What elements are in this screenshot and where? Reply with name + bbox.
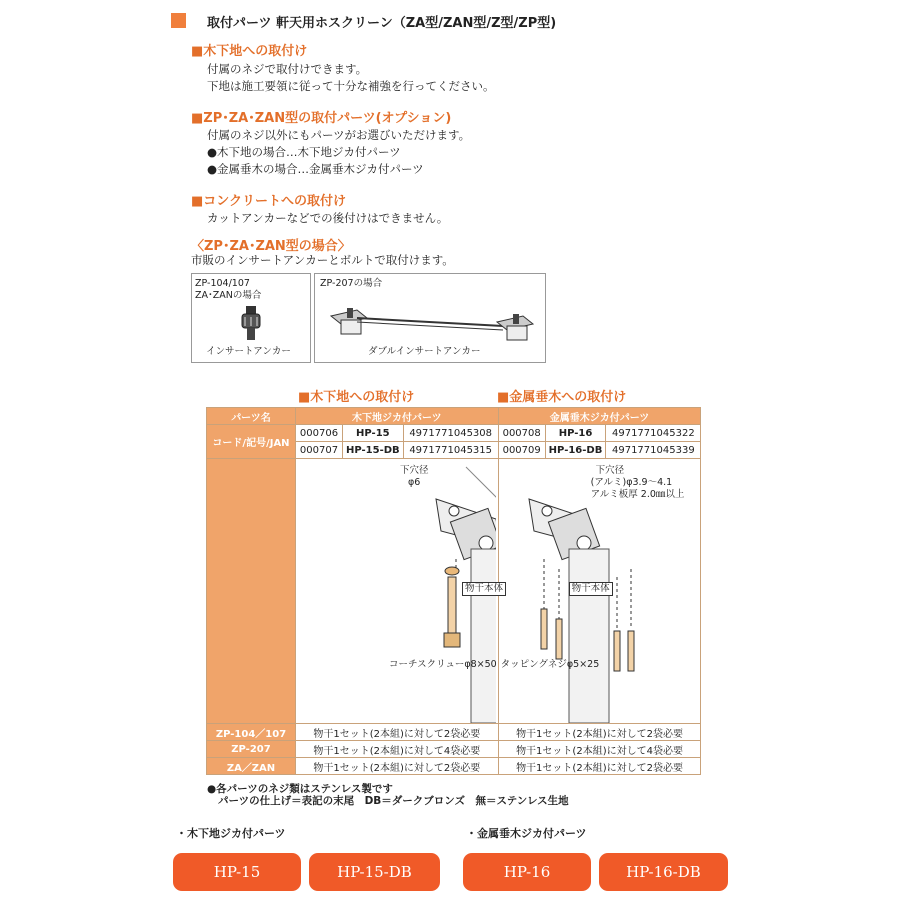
wood-text-1: 付属のネジで取付けできます。 (207, 62, 368, 76)
hp-15-button[interactable]: HP-15 (173, 853, 301, 891)
concrete-heading: ■コンクリートへの取付け (191, 194, 347, 209)
hp-15-db-button[interactable]: HP-15-DB (309, 853, 440, 891)
insert-anchor-model: ZP-104/107 (195, 278, 250, 289)
double-insert-anchor-icon (327, 296, 537, 346)
symbol-cell: HP-16-DB (545, 442, 606, 459)
table-row (207, 724, 701, 741)
wood-requirement: 物干1セット(2本組)に対して4袋必要 (296, 741, 499, 758)
model-name: ZP-207 (207, 741, 296, 758)
jan-cell: 4971771045315 (403, 442, 498, 459)
metal-hole-spec2: アルミ板厚 2.0㎜以上 (590, 489, 685, 500)
hp-16-button[interactable]: HP-16 (463, 853, 591, 891)
jan-cell: 4971771045339 (606, 442, 701, 459)
option-text-2: ●木下地の場合…木下地ジカ付パーツ (207, 145, 401, 159)
code-cell: 000706 (296, 425, 343, 442)
wood-screw-label: コーチスクリューφ8×50 (389, 659, 497, 670)
code-cell: 000707 (296, 442, 343, 459)
concrete-text: カットアンカーなどでの後付けはできません。 (207, 211, 449, 225)
symbol-cell: HP-16 (545, 425, 606, 442)
metal-parts-header: 金属垂木ジカ付パーツ (498, 408, 701, 425)
metal-hole-label: 下穴径 (595, 465, 625, 476)
wood-body-label: 物干本体 (462, 582, 506, 596)
code-cell: 000709 (498, 442, 545, 459)
metal-requirement: 物干1セット(2本組)に対して4袋必要 (498, 741, 701, 758)
code-cell: 000708 (498, 425, 545, 442)
model-name: ZP-104／107 (207, 724, 296, 741)
insert-anchor-types: ZA･ZANの場合 (195, 290, 262, 301)
wood-text-2: 下地は施工要領に従って十分な補強を行ってください。 (207, 79, 495, 93)
wood-diagram-cell (296, 459, 504, 724)
wood-requirement: 物干1セット(2本組)に対して2袋必要 (296, 758, 499, 775)
parts-table (206, 407, 701, 775)
double-anchor-caption: ダブルインサートアンカー (368, 346, 481, 357)
metal-parts-label: ・金属垂木ジカ付パーツ (466, 827, 587, 840)
wood-parts-header: 木下地ジカ付パーツ (296, 408, 499, 425)
metal-screw-label: タッピングネジφ5×25 (500, 659, 600, 670)
table-row (207, 758, 701, 775)
double-anchor-model: ZP-207の場合 (320, 278, 383, 289)
title-marker (171, 13, 186, 28)
note-stainless: ●各パーツのネジ類はステンレス製です (207, 783, 393, 795)
jan-cell: 4971771045322 (606, 425, 701, 442)
parts-name-label: パーツ名 (207, 408, 296, 425)
wood-parts-label: ・木下地ジカ付パーツ (176, 827, 286, 840)
double-insert-anchor-box (314, 273, 546, 363)
model-name: ZA／ZAN (207, 758, 296, 775)
insert-anchor-caption: インサートアンカー (206, 346, 291, 357)
note-finish: パーツの仕上げ＝表記の末尾 DB＝ダークブロンズ 無＝ステンレス生地 (218, 795, 569, 807)
diagram-label-cell (207, 459, 296, 724)
wood-hole-size: φ6 (408, 477, 421, 488)
table-header-row (207, 408, 701, 425)
diagram-row (207, 459, 701, 724)
wood-hole-label: 下穴径 (400, 465, 429, 476)
concrete-subheading: 〈ZP･ZA･ZAN型の場合〉 (191, 239, 351, 254)
option-text-3: ●金属垂木の場合…金属垂木ジカ付パーツ (207, 162, 424, 176)
metal-requirement: 物干1セット(2本組)に対して2袋必要 (498, 724, 701, 741)
insert-anchor-box (191, 273, 311, 363)
metal-body-label: 物干本体 (569, 582, 613, 596)
table-row (207, 741, 701, 758)
metal-hole-spec1: (アルミ)φ3.9～4.1 (590, 477, 673, 488)
wood-requirement: 物干1セット(2本組)に対して2袋必要 (296, 724, 499, 741)
insert-anchor-icon (236, 304, 266, 342)
option-heading: ■ZP･ZA･ZAN型の取付パーツ(オプション) (191, 111, 452, 126)
metal-requirement: 物干1セット(2本組)に対して2袋必要 (498, 758, 701, 775)
table-title-metal: ■金属垂木への取付け (497, 390, 627, 405)
hp-16-db-button[interactable]: HP-16-DB (599, 853, 728, 891)
table-row (207, 425, 701, 442)
wood-heading: ■木下地への取付け (191, 44, 308, 59)
symbol-cell: HP-15 (343, 425, 404, 442)
concrete-subtext: 市販のインサートアンカーとボルトで取付けます。 (191, 253, 454, 267)
page-title: 取付パーツ 軒天用ホスクリーン（ZA型/ZAN型/Z型/ZP型) (207, 16, 557, 31)
option-text-1: 付属のネジ以外にもパーツがお選びいただけます。 (207, 128, 471, 142)
jan-cell: 4971771045308 (403, 425, 498, 442)
code-label: コード/記号/JAN (207, 425, 296, 459)
table-title-wood: ■木下地への取付け (298, 390, 415, 405)
symbol-cell: HP-15-DB (343, 442, 404, 459)
metal-diagram-cell (498, 459, 701, 724)
